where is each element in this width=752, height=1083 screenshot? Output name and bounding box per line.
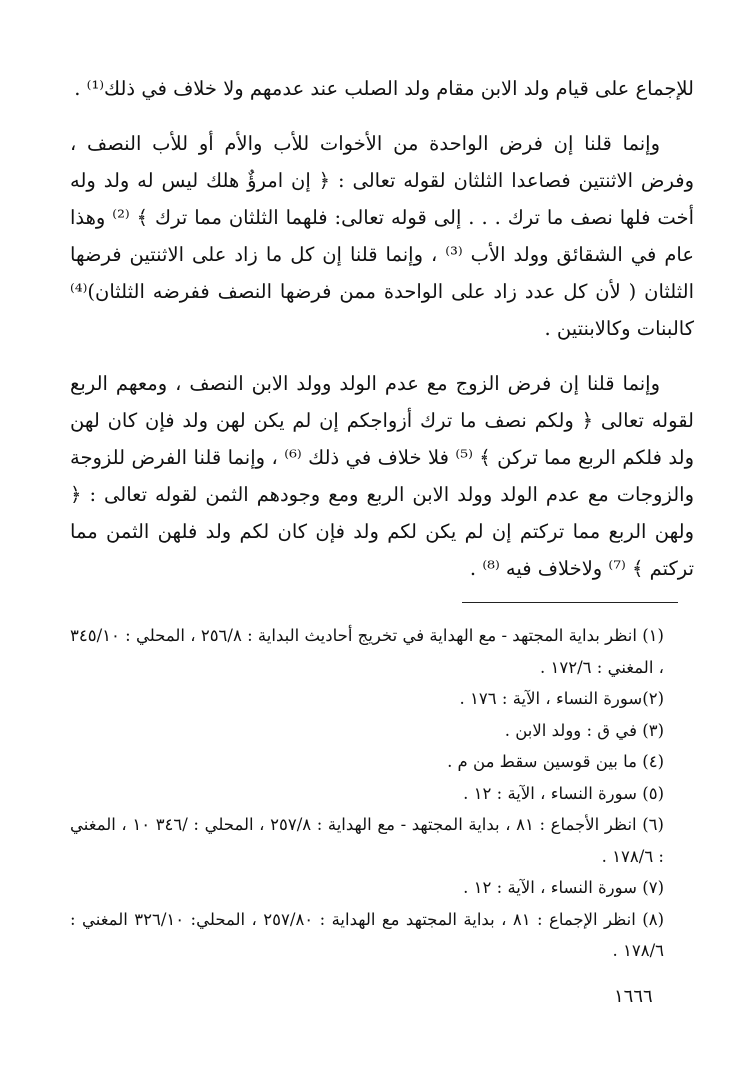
footnote-6: (٦) انظر الأجماع : ٨١ ، بداية المجتهد - مع الهداية : ٢٥٧/٨ ، المحلي : /٣٤٦ ١٠ ، المغني : ١٧٨/٦ . bbox=[70, 815, 664, 866]
footnotes bbox=[70, 620, 694, 967]
page-number: ١٦٦٦ bbox=[614, 986, 653, 1007]
footnote-3: (٣) في ق : وولد الابن . bbox=[504, 720, 664, 740]
footnote-8: (٨) انظر الإجماع : ٨١ ، بداية المجتهد مع الهداية : ٢٥٧/٨٠ ، المحلي: ٣٢٦/١٠ المغني : ١٧٨/٦ . bbox=[70, 909, 664, 960]
paragraph-2: وإنما قلنا إن فرض الواحدة من الأخوات للأب والأم أو للأب النصف ، وفرض الاثنتين فصاعدا الثلثان لقوله تعالى : ﴿ إن امرؤٌ هلك ليس له ولد وله أخت فلها نصف ما ترك . . . إلى قوله تعالى: فلهما الثلثان مما ترك ﴾ ⁽²⁾ وهذا عام في الشقائق وولد الأب ⁽³⁾ ، وإنما قلنا إن كل ما زاد على الاثنتين فرضها الثلثان ( لأن كل عدد زاد على الواحدة ممن فرضها النصف ففرضه الثلثان)⁽⁴⁾ كالبنات وكالابنتين . bbox=[70, 132, 695, 340]
paragraph-3: وإنما قلنا إن فرض الزوج مع عدم الولد وولد الابن النصف ، ومعهم الربع لقوله تعالى ﴿ ولكم نصف ما ترك أزواجكم إن لم يكن لهن ولد فإن كان لهن ولد فلكم الربع مما تركن ﴾ ⁽⁵⁾ فلا خلاف في ذلك ⁽⁶⁾ ، وإنما قلنا الفرض للزوجة والزوجات مع عدم الولد وولد الابن الربع ومع وجودهم الثمن لقوله تعالى : ﴿ ولهن الربع مما تركتم إن لم يكن لكم ولد فإن كان لكم ولد فلهن الثمن مما تركتم ﴾ ⁽⁷⁾ ولاخلاف فيه ⁽⁸⁾ . bbox=[70, 372, 695, 580]
main-text bbox=[70, 70, 694, 587]
footnote-5: (٥) سورة النساء ، الآية : ١٢ . bbox=[463, 783, 664, 803]
footnote-2: (٢)سورة النساء ، الآية : ١٧٦ . bbox=[459, 689, 664, 708]
footnote-divider bbox=[462, 602, 678, 603]
footnote-4: (٤) ما بين قوسين سقط من م . bbox=[447, 752, 664, 771]
footnote-7: (٧) سورة النساء ، الآية : ١٢ . bbox=[463, 878, 664, 897]
footnote-1: (١) انظر بداية المجتهد - مع الهداية في تخريج أحاديث البداية : ٢٥٦/٨ ، المحلي : ٣٤٥/١٠ ، المغني : ١٧٢/٦ . bbox=[70, 626, 664, 677]
paragraph-1: للإجماع على قيام ولد الابن مقام ولد الصلب عند عدمهم ولا خلاف في ذلك⁽¹⁾ . bbox=[74, 77, 694, 100]
